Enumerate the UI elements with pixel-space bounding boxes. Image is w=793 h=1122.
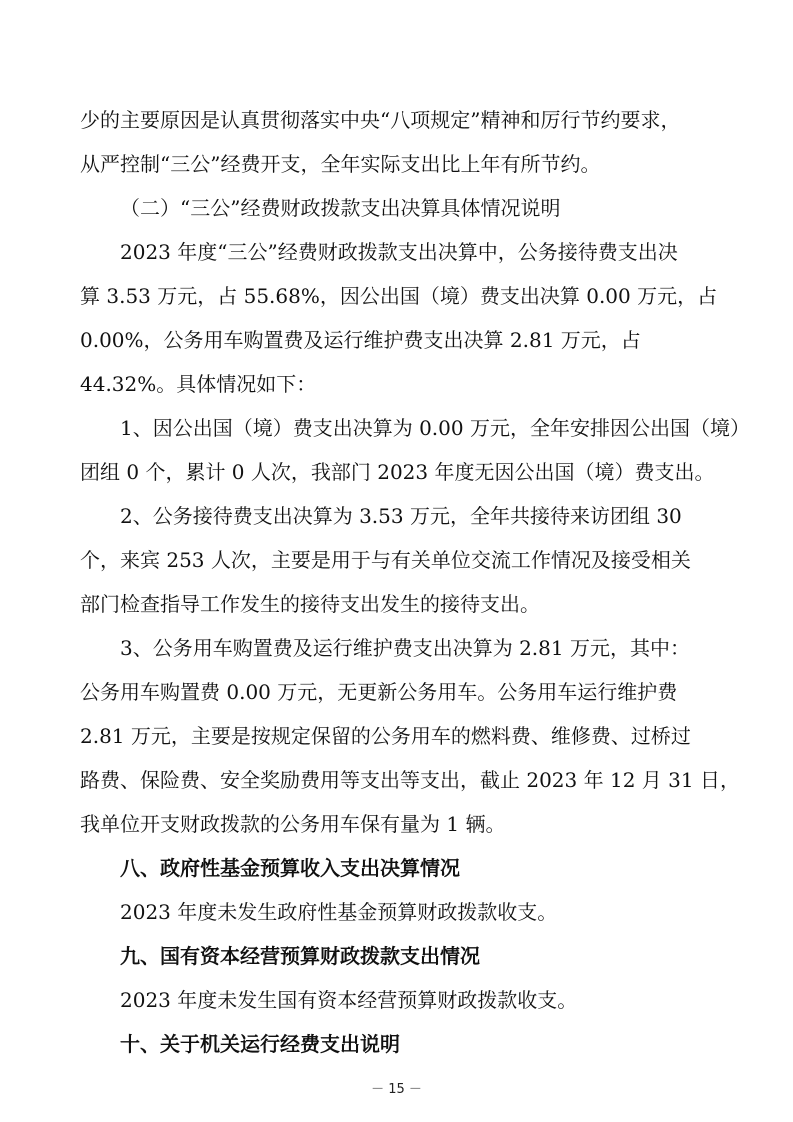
list-item-line: 公务用车购置费 0.00 万元，无更新公务用车。公务用车运行维护费 <box>80 680 678 704</box>
list-item-line: 我单位开支财政拨款的公务用车保有量为 1 辆。 <box>80 812 506 836</box>
paragraph-line: 2023 年度“三公”经费财政拨款支出决算中，公务接待费支出决 <box>120 240 678 264</box>
section-heading: 十、关于机关运行经费支出说明 <box>120 1032 400 1056</box>
list-item-line: 2.81 万元，主要是按规定保留的公务用车的燃料费、维修费、过桥过 <box>80 724 691 748</box>
paragraph-line: 0.00%，公务用车购置费及运行维护费支出决算 2.81 万元，占 <box>80 328 641 352</box>
paragraph-line: 从严控制“三公”经费开支，全年实际支出比上年有所节约。 <box>80 152 601 176</box>
subheading: （二）“三公”经费财政拨款支出决算具体情况说明 <box>120 196 561 220</box>
paragraph-line: 44.32%。具体情况如下： <box>80 372 317 396</box>
list-item-line: 2、公务接待费支出决算为 3.53 万元，全年共接待来访团组 30 <box>120 504 682 528</box>
list-item-line: 团组 0 个，累计 0 人次，我部门 2023 年度无因公出国（境）费支出。 <box>80 460 715 484</box>
list-item-line: 个，来宾 253 人次，主要是用于与有关单位交流工作情况及接受相关 <box>80 548 691 572</box>
section-heading: 八、政府性基金预算收入支出决算情况 <box>120 856 460 880</box>
paragraph-line: 算 3.53 万元，占 55.68%，因公出国（境）费支出决算 0.00 万元，占 <box>80 284 718 308</box>
page-number: － 15 － <box>371 1082 422 1097</box>
section-text: 2023 年度未发生国有资本经营预算财政拨款收支。 <box>120 988 578 1012</box>
section-text: 2023 年度未发生政府性基金预算财政拨款收支。 <box>120 900 558 924</box>
paragraph-line: 少的主要原因是认真贯彻落实中央“八项规定”精神和厉行节约要求， <box>80 108 681 132</box>
list-item-line: 路费、保险费、安全奖励费用等支出等支出，截止 2023 年 12 月 31 日， <box>80 768 740 792</box>
list-item-line: 1、因公出国（境）费支出决算为 0.00 万元，全年安排因公出国（境） <box>120 416 750 440</box>
section-heading: 九、国有资本经营预算财政拨款支出情况 <box>120 944 480 968</box>
list-item-line: 3、公务用车购置费及运行维护费支出决算为 2.81 万元，其中： <box>120 636 690 660</box>
list-item-line: 部门检查指导工作发生的接待支出发生的接待支出。 <box>80 592 540 616</box>
